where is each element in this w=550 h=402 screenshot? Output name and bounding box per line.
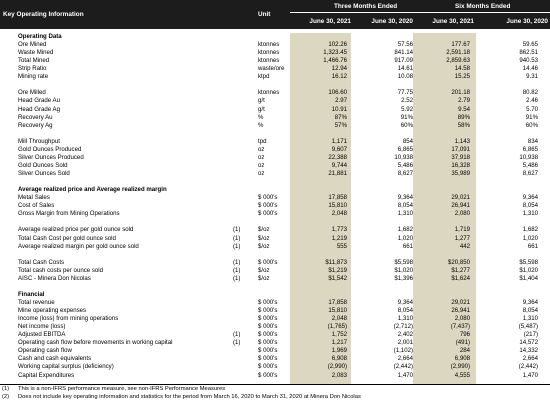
cell-value: 87% [334,113,347,121]
cell-value: 854 [402,137,413,145]
row-note: (1) [233,274,241,282]
cell-value: 26,941 [451,202,470,210]
table-row [0,138,550,146]
row-label: Ore Mined [18,41,47,49]
cell-value: 1,719 [454,226,470,234]
cell-value: $11,873 [325,258,347,266]
cell-value: 14,572 [519,339,538,347]
row-label: Net income (loss) [18,323,66,331]
cell-value: 17,858 [328,194,347,202]
section-heading [0,186,550,194]
cell-value: 6,908 [331,355,347,363]
row-unit: $/oz [258,274,270,282]
row-unit: $/oz [258,226,270,234]
cell-value: 1,323.45 [323,49,347,57]
cell-value: 89% [457,113,470,121]
cell-value: 15,810 [328,202,347,210]
cell-value: 2.46 [526,97,538,105]
cell-value: 1,143 [454,137,470,145]
cell-value: 2,859.63 [446,57,470,65]
cell-value: 2,083 [331,371,347,379]
row-unit: $ 000's [258,331,278,339]
table-row [0,299,550,307]
cell-value: 1,969 [331,347,347,355]
cell-value: 59.65 [522,41,538,49]
footnote-mark: (1) [2,386,10,392]
cell-value: 834 [527,137,538,145]
row-note: (1) [233,339,241,347]
cell-value: 10.91 [331,105,347,113]
cell-value: 17,858 [328,298,347,306]
row-unit: oz [258,145,265,153]
row-unit: $ 000's [258,347,278,355]
row-unit: ktpd [258,73,270,81]
cell-value: 2,048 [331,210,347,218]
cell-value: (7,437) [450,323,470,331]
cell-value: 1,752 [331,331,347,339]
row-note: (1) [233,266,241,274]
row-label: Total Mined [18,57,50,65]
cell-value: $1,219 [328,266,347,274]
row-label: Gold Ounces Produced [18,145,82,153]
table-row [0,146,550,154]
row-unit: $ 000's [258,323,278,331]
cell-value: 60% [525,121,538,129]
table-row [0,65,550,73]
table-row [0,363,550,371]
row-unit: $ 000's [258,258,278,266]
cell-value: (2,990) [450,363,470,371]
col-header-h1-2021: June 30, 2021 [432,18,474,25]
footnote-2 [0,393,550,401]
table-row [0,226,550,234]
footnote-text: Does not include key operating information and statistics for the period from March 16, 2020 to March 31, 2020 at Minera Don Nicolas [18,394,361,400]
row-unit: oz [258,161,265,169]
table-row [0,122,550,130]
cell-value: 2,402 [397,331,413,339]
table-row [0,243,550,251]
col-header-h1-2020: June 30, 2020 [506,18,548,25]
cell-value: 8,054 [397,202,413,210]
cell-value: 6,865 [397,145,413,153]
row-label: Strip Ratio [18,65,47,73]
row-unit: % [258,113,264,121]
cell-value: 80.82 [522,89,538,97]
cell-value: 60% [400,121,413,129]
cell-value: 2,591.18 [446,49,470,57]
table-row [0,170,550,178]
table-row [0,57,550,65]
cell-value: 10,938 [519,153,538,161]
cell-value: 16.12 [331,73,347,81]
table-row [0,162,550,170]
cell-value: 91% [525,113,538,121]
row-unit: $ 000's [258,194,278,202]
row-label: Average realized price per gold ounce sold [18,226,134,234]
table-row [0,41,550,49]
cell-value: 5.92 [401,105,413,113]
row-unit: ktonnes [258,41,280,49]
cell-value: 1,171 [331,137,347,145]
cell-value: 4,555 [454,371,470,379]
section-title: Operating Data [18,33,62,40]
cell-value: 9,364 [397,194,413,202]
row-label: Total Cash Costs [18,258,65,266]
cell-value: 12.94 [331,65,347,73]
cell-value: 26,941 [451,307,470,315]
cell-value: 1,470 [397,371,413,379]
table-row [0,267,550,275]
row-label: Recovery Au [18,113,53,121]
row-unit: ktonnes [258,57,280,65]
cell-value: 5,486 [522,161,538,169]
row-label: Mill Throughput [18,137,60,145]
row-label: Mining rate [18,73,49,81]
cell-value: $1,277 [451,266,470,274]
cell-value: 442 [459,242,470,250]
table-row [0,235,550,243]
row-unit: $ 000's [258,363,278,371]
row-unit: g/t [258,105,265,113]
cell-value: $1,624 [451,274,470,282]
cell-value: $1,404 [519,274,538,282]
row-label: Total Cash Cost per gold ounce sold [18,234,116,242]
table-row [0,202,550,210]
row-label: Operating cash flow before movements in working capital [18,339,173,347]
row-label: Metal Sales [18,194,50,202]
cell-value: 57% [334,121,347,129]
table-row [0,49,550,57]
cell-value: 15.25 [454,73,470,81]
cell-value: 14.58 [454,65,470,73]
footnote-1 [0,385,550,393]
section-title: Average realized price and Average realized margin [18,186,167,194]
col-header-q2-2020: June 30, 2020 [371,18,413,25]
table-row [0,73,550,81]
table-title: Key Operating Information [3,11,84,18]
cell-value: 1,310 [397,315,413,323]
row-unit: $/oz [258,266,270,274]
row-label: Gross Margin from Mining Operations [18,210,120,218]
row-label: Total cash costs per ounce sold [18,266,104,274]
row-note: (1) [233,226,241,234]
table-row [0,97,550,105]
footnote-text: This is a non-IFRS performance measure, see non-IFRS Performance Measures [18,386,226,392]
cell-value: 2,080 [454,315,470,323]
row-unit: $ 000's [258,315,278,323]
row-unit: ktonnes [258,89,280,97]
cell-value: 1,466.76 [323,57,347,65]
row-label: Silver Ounces Sold [18,170,70,178]
row-label: Head Grade Ag [18,105,61,113]
cell-value: 9,364 [522,194,538,202]
cell-value: 6,908 [454,355,470,363]
table-row [0,275,550,283]
table-row [0,194,550,202]
table-row [0,106,550,114]
cell-value: 1,682 [522,226,538,234]
row-note: (1) [233,234,241,242]
row-label: Total revenue [18,298,55,306]
table-row [0,307,550,315]
table-row [0,331,550,339]
row-unit: oz [258,170,265,178]
table-row [0,323,550,331]
cell-value: 6,865 [522,145,538,153]
cell-value: 17,091 [451,145,470,153]
cell-value: 8,627 [397,170,413,178]
row-unit: $ 000's [258,339,278,347]
group-header-six-months: Six Months Ended [455,3,511,10]
group-header-three-months: Three Months Ended [334,3,398,10]
cell-value: 1,020 [522,234,538,242]
group-rule-three-months [290,12,415,13]
cell-value: 57.56 [397,41,413,49]
cell-value: $1,020 [394,266,413,274]
cell-value: 2,001 [397,339,413,347]
cell-value: 14.61 [397,65,413,73]
table-row [0,355,550,363]
section-heading [0,33,550,41]
cell-value: 102.26 [328,41,347,49]
row-label: Ore Milled [18,89,46,97]
footnote-mark: (2) [2,394,10,400]
cell-value: 58% [457,121,470,129]
cell-value: $1,542 [328,274,347,282]
cell-value: 2,080 [454,210,470,218]
cell-value: 661 [402,242,413,250]
row-note: (1) [233,242,241,250]
cell-value: 5.70 [526,105,538,113]
row-unit: $ 000's [258,371,278,379]
cell-value: 1,682 [397,226,413,234]
cell-value: 1,217 [331,339,347,347]
row-label: Capital Expenditures [18,371,75,379]
cell-value: 9,744 [331,161,347,169]
cell-value: 77.75 [397,89,413,97]
cell-value: 9,364 [397,298,413,306]
cell-value: 201.18 [451,89,470,97]
row-unit: $ 000's [258,298,278,306]
row-note: (1) [233,258,241,266]
table-row [0,259,550,267]
cell-value: (2,712) [393,323,413,331]
cell-value: 10,938 [394,153,413,161]
table-row [0,210,550,218]
cell-value: 1,219 [331,234,347,242]
col-header-q2-2021: June 30, 2021 [309,18,351,25]
cell-value: 9.31 [526,73,538,81]
row-label: Cost of Sales [18,202,55,210]
cell-value: 2.79 [458,97,470,105]
cell-value: (1,102) [393,347,413,355]
row-unit: $/oz [258,234,270,242]
cell-value: 555 [336,242,347,250]
row-label: Waste Mined [18,49,54,57]
row-unit: oz [258,153,265,161]
cell-value: $1,020 [519,266,538,274]
section-title: Financial [18,290,45,298]
row-unit: $ 000's [258,202,278,210]
table-row [0,315,550,323]
cell-value: 5,486 [397,161,413,169]
cell-value: 917.09 [394,57,413,65]
table-row [0,89,550,97]
row-unit: $ 000's [258,355,278,363]
row-label: Adjusted EBITDA [18,331,66,339]
table-header [0,0,550,29]
section-heading [0,291,550,299]
cell-value: $5,598 [394,258,413,266]
cell-value: 1,310 [522,210,538,218]
cell-value: 1,310 [397,210,413,218]
row-label: Cash and cash equivalents [18,355,92,363]
cell-value: 2,048 [331,315,347,323]
cell-value: 9,364 [522,298,538,306]
row-label: Mine operating expenses [18,307,87,315]
table-row [0,372,550,380]
cell-value: 29,021 [451,194,470,202]
cell-value: (2,442) [393,363,413,371]
cell-value: 29,021 [451,298,470,306]
cell-value: 9.54 [458,105,470,113]
row-label: Gold Ounces Sold [18,161,68,169]
cell-value: 91% [400,113,413,121]
table-row [0,347,550,355]
row-unit: tpd [258,137,267,145]
cell-value: (1,765) [327,323,347,331]
cell-value: 10.08 [397,73,413,81]
row-unit: ktonnes [258,49,280,57]
cell-value: 1,470 [522,371,538,379]
row-unit: $ 000's [258,307,278,315]
cell-value: 177.67 [451,41,470,49]
cell-value: 15,810 [328,307,347,315]
cell-value: 35,989 [451,170,470,178]
cell-value: 21,881 [328,170,347,178]
row-label: AISC - Minera Don Nicolas [18,274,91,282]
row-label: Operating cash flow [18,347,72,355]
cell-value: 106.60 [328,89,347,97]
row-label: Recovery Ag [18,121,53,129]
cell-value: $1,396 [394,274,413,282]
cell-value: $5,598 [519,258,538,266]
unit-header: Unit [258,11,271,18]
row-unit: waste/ore [258,65,285,73]
cell-value: 14.46 [522,65,538,73]
group-rule-six-months [413,12,550,13]
cell-value: 8,627 [522,170,538,178]
cell-value: (2,990) [327,363,347,371]
cell-value: 8,054 [522,307,538,315]
cell-value: (5,487) [518,323,538,331]
cell-value: 2.97 [335,97,347,105]
cell-value: 8,054 [522,202,538,210]
cell-value: (491) [455,339,470,347]
row-label: Working capital surplus (deficiency) [18,363,114,371]
table-row [0,114,550,122]
cell-value: $20,850 [447,258,470,266]
cell-value: 8,054 [397,307,413,315]
cell-value: 2,664 [397,355,413,363]
row-unit: g/t [258,97,265,105]
cell-value: 16,328 [451,161,470,169]
row-label: Silver Ounces Produced [18,153,84,161]
cell-value: 2,664 [522,355,538,363]
cell-value: 940.53 [519,57,538,65]
row-label: Head Grade Au [18,97,61,105]
cell-value: 1,020 [397,234,413,242]
row-label: Average realized margin per gold ounce sold [18,242,139,250]
cell-value: 796 [459,331,470,339]
cell-value: 1,773 [331,226,347,234]
cell-value: 37,918 [451,153,470,161]
cell-value: 661 [527,242,538,250]
cell-value: 14,332 [519,347,538,355]
table-row [0,154,550,162]
row-note: (1) [233,331,241,339]
row-unit: $/oz [258,242,270,250]
cell-value: (217) [523,331,538,339]
row-unit: $ 000's [258,210,278,218]
cell-value: (2,442) [518,363,538,371]
cell-value: 284 [459,347,470,355]
cell-value: 862.51 [519,49,538,57]
table-row [0,339,550,347]
cell-value: 1,277 [454,234,470,242]
row-label: Income (loss) from mining operations [18,315,119,323]
cell-value: 2.52 [401,97,413,105]
cell-value: 22,388 [328,153,347,161]
row-unit: % [258,121,264,129]
cell-value: 841.14 [394,49,413,57]
cell-value: 1,310 [522,315,538,323]
cell-value: 9,607 [331,145,347,153]
